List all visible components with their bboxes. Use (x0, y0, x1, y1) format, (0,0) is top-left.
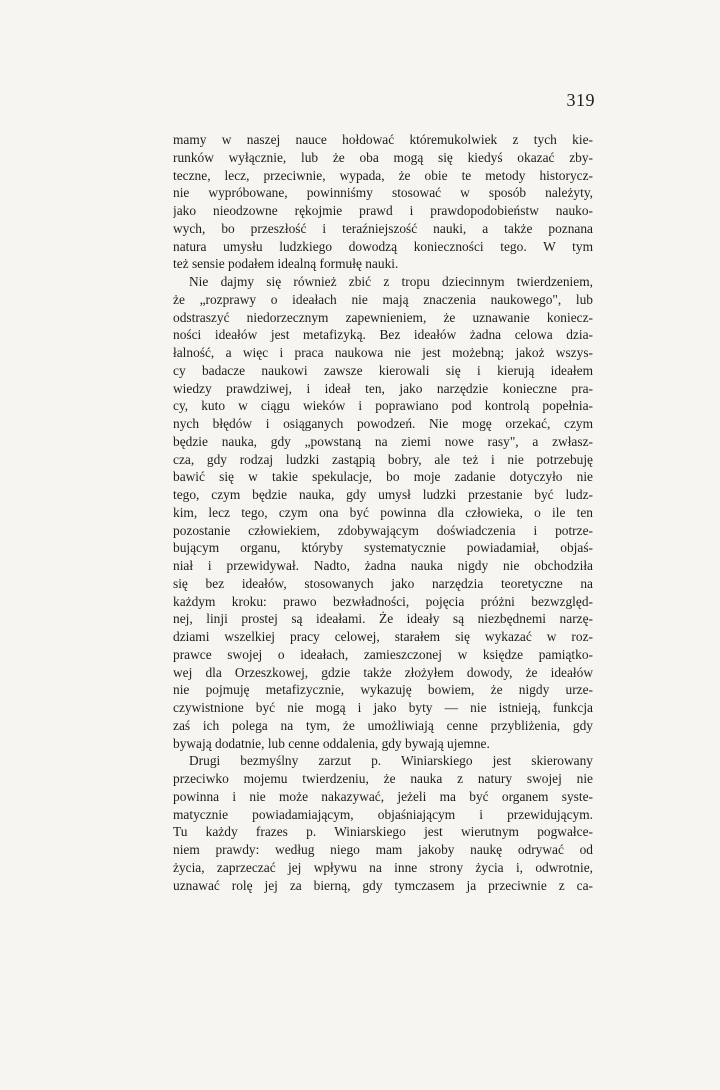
text-line: niał i przewidywał. Nadto, żadna nauka nigdy nie obchodziła (173, 558, 593, 573)
text-line: będzie nauka, gdy „powstaną na ziemi nowe rasy", a zwłasz- (173, 433, 593, 449)
text-line: się bez ideałów, stosowanych jako narzędzia teoretyczne na (173, 575, 593, 591)
text-line: że „rozprawy o ideałach nie mają znaczenia naukowego", lub (173, 291, 593, 307)
text-line: zaś ich polega na tym, że umożliwiają cenne przybliżenia, gdy (173, 717, 593, 733)
text-line: czywistnione być nie mogą i jako byty — nie istnieją, funkcja (173, 700, 593, 715)
text-line: jako nieodzowne rękojmie prawd i prawdopodobieństw nauko- (173, 203, 593, 218)
text-line: Tu każdy frazes p. Winiarskiego jest wierutnym pogwałce- (173, 824, 593, 840)
text-line: mamy w naszej nauce hołdować któremukolwiek z tych kie- (173, 132, 593, 147)
text-line: bującym organu, któryby systematycznie powiadamiał, objaś- (173, 540, 593, 556)
text-line: bywają dodatnie, lub cenne oddalenia, gdy bywają ujemne. (173, 735, 490, 751)
text-line: dziami wszelkiej pracy celowej, starałem się wykazać w roz- (173, 629, 593, 644)
text-line: nie wypróbowane, powinniśmy stosować w sposób należyty, (173, 185, 593, 201)
text-line: życia, zaprzeczać jej wpływu na inne strony życia i, odwrotnie, (173, 859, 593, 875)
text-line: cy, kuto w ciągu wieków i poprawiano pod kontrolą popełnia- (173, 398, 593, 414)
text-line: każdym kroku: prawo bezwładności, pojęcia próżni bezwzględ- (173, 593, 593, 609)
text-line: bawić się w takie spekulacje, bo moje zadanie dotyczyło nie (173, 469, 593, 485)
text-line: kim, lecz tego, czym ona być powinna dla człowieka, o ile ten (173, 504, 593, 520)
text-line: przeciwko mojemu twierdzeniu, że nauka z natury swojej nie (173, 771, 593, 786)
text-line: łalność, a więc i praca naukowa nie jest możebną; jakoż wszys- (173, 345, 593, 360)
text-line: nych błędów i osiąganych powodzeń. Nie mogę orzekać, czym (173, 416, 593, 431)
text-line: powinna i nie może nakazywać, jeżeli ma być organem syste- (173, 788, 593, 804)
text-line: ności ideałów jest metafizyką. Bez ideałów żadna celowa dzia- (173, 327, 593, 343)
page-number: 319 (566, 90, 595, 110)
text-line: natura umysłu ludzkiego dowodzą konieczności tego. W tym (173, 238, 593, 254)
text-line: niem prawdy: według niego mam jakoby naukę odrywać od (173, 842, 593, 857)
text-line: nej, linji prostej są ideałami. Że ideały są niezbędnemi narzę- (173, 611, 593, 627)
text-line: Drugi bezmyślny zarzut p. Winiarskiego jest skierowany (189, 753, 593, 769)
text-line: też sensie podałem idealną formułę nauki. (173, 256, 399, 272)
text-line: teczne, lecz, przeciwnie, wypada, że obie te metody historycz- (173, 167, 593, 183)
text-line: tego, czym będzie nauka, gdy umysł ludzki przestanie być ludz- (173, 487, 593, 502)
text-line: nie pojmuję metafizycznie, wykazuję bowiem, że nigdy urze- (173, 682, 593, 698)
text-line: Nie dajmy się również zbić z tropu dziecinnym twierdzeniem, (189, 274, 593, 289)
text-line: uznawać rolę jej za bierną, gdy tymczasem ja przeciwnie z ca- (173, 877, 593, 893)
text-line: pozostanie człowiekiem, zdobywającym doświadczenia i potrze- (173, 522, 593, 538)
text-line: wej dla Orzeszkowej, gdzie także złożyłem dowody, że ideałów (173, 664, 593, 680)
body-text (173, 131, 593, 894)
text-line: prawce swojej o ideałach, zamieszczonej w księdze pamiątko- (173, 646, 593, 662)
text-line: odstraszyć niedorzecznym zapewnieniem, że uznawanie koniecz- (173, 309, 593, 325)
text-line: wiedzy prawdziwej, i ideał ten, jako narzędzie konieczne pra- (173, 380, 593, 396)
text-line: wych, bo przeszłość i teraźniejszość nauki, a także poznana (173, 220, 593, 236)
text-line: cza, gdy rodzaj ludzki zastąpią bobry, ale też i nie potrzebuję (173, 451, 593, 467)
text-line: matycznie powiadamiającym, objaśniającym i przewidującym. (173, 806, 593, 822)
text-line: cy badacze naukowi zawsze kierowali się i kierują ideałem (173, 362, 593, 378)
text-line: runków wyłącznie, lub że oba mogą się kiedyś okazać zby- (173, 149, 593, 165)
